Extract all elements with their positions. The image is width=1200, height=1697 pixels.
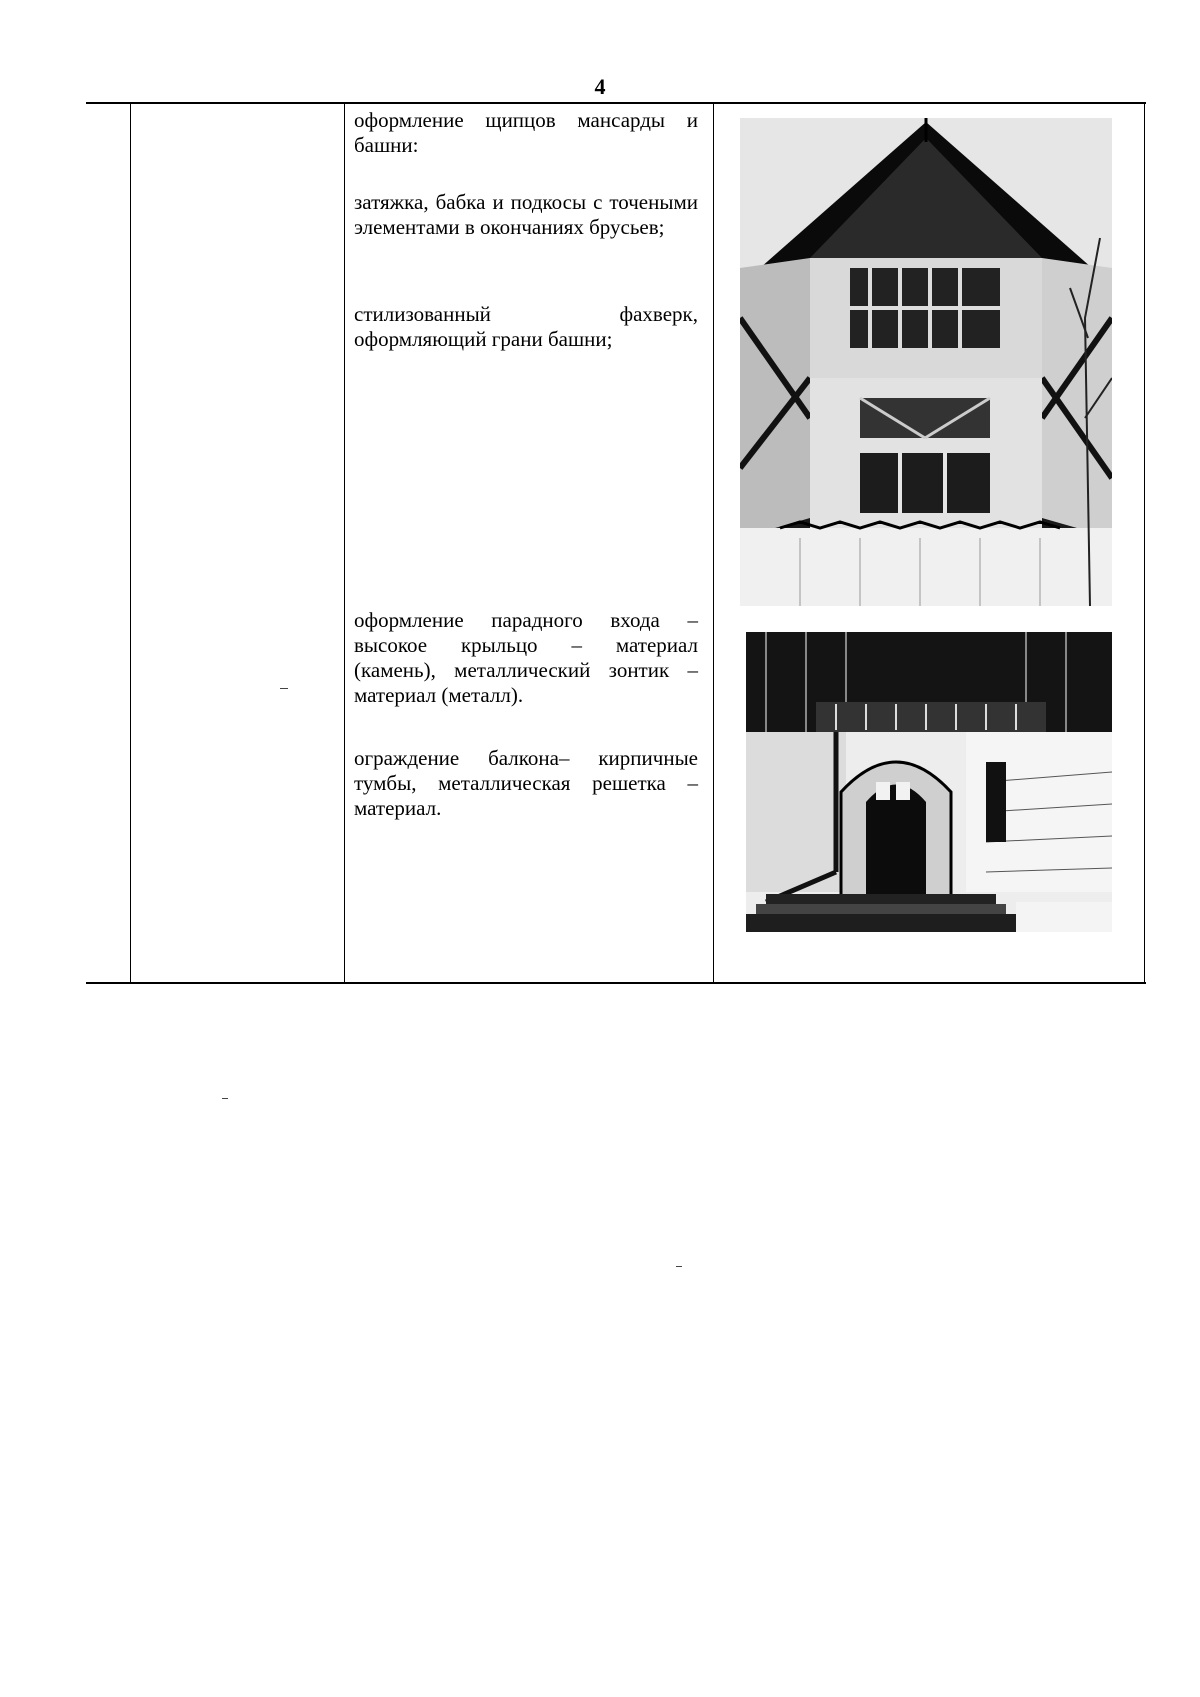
table-column-divider <box>713 104 714 982</box>
description-balcony-fence: ограждение балкона– кирпичные тумбы, металлическая решетка – материал. <box>354 746 698 820</box>
scan-artifact <box>222 1098 228 1099</box>
entrance-photo <box>746 632 1112 932</box>
description-main-entrance: оформление парадного входа – высокое крыльцо – материал (камень), металлический зонтик – материал (металл). <box>354 608 698 707</box>
description-half-timber: стилизованный фахверк, оформляющий грани башни; <box>354 302 698 351</box>
tower-photo <box>740 118 1112 606</box>
table-column-divider <box>130 104 131 982</box>
table-column-divider <box>1144 104 1145 982</box>
description-tie-beams: затяжка, бабка и подкосы с точеными элементами в окончаниях брусьев; <box>354 190 698 239</box>
scan-artifact <box>676 1266 682 1267</box>
table-column-divider <box>344 104 345 982</box>
page-number: 4 <box>594 74 606 99</box>
scan-artifact <box>280 688 288 689</box>
description-gables: оформление щипцов мансарды и башни: <box>354 108 698 157</box>
